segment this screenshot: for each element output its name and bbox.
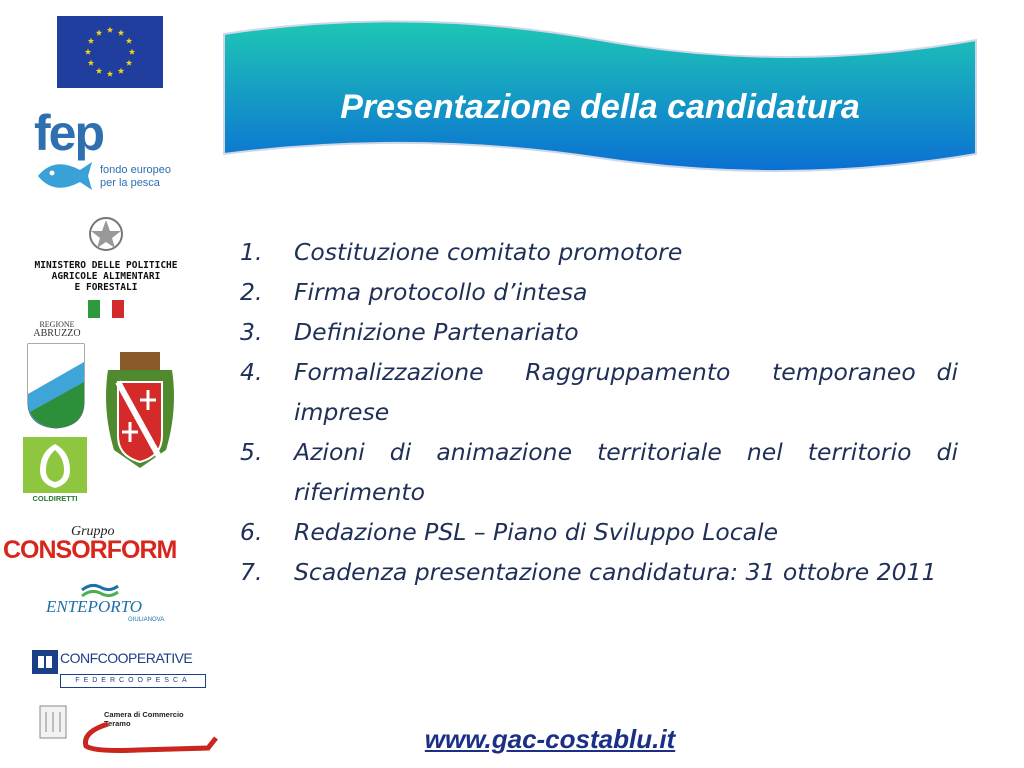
- provincia-teramo-crest: [100, 350, 180, 475]
- list-item: [240, 552, 958, 592]
- eu-star-icon: [107, 71, 113, 77]
- eu-flag-logo: [57, 16, 163, 88]
- list-item-number: 7.: [240, 558, 263, 586]
- list-item-text: Firma protocollo d’intesa: [294, 278, 588, 306]
- list-item-number: 6.: [240, 518, 263, 546]
- ministry-logo-text: MINISTERO DELLE POLITICHE AGRICOLE ALIMENTARI E FORESTALI: [34, 260, 178, 293]
- list-item: [240, 352, 966, 432]
- eu-star-icon: [85, 49, 91, 55]
- consorform-script: Gruppo: [71, 524, 115, 539]
- camera-commercio-text: Camera di Commercio Teramo: [104, 710, 184, 728]
- eu-star-icon: [96, 30, 102, 36]
- ministry-logo: [0, 212, 212, 322]
- eu-stars-icon: [57, 16, 163, 88]
- list-item: [240, 512, 958, 552]
- eu-star-icon: [88, 38, 94, 44]
- list-item-number: 4.: [240, 358, 263, 386]
- steps-list: [240, 232, 966, 592]
- page-title: Presentazione della candidatura: [340, 88, 860, 126]
- camera-swoosh-icon: [78, 718, 218, 754]
- fish-icon: [34, 156, 94, 196]
- coldiretti-tree-icon: [22, 436, 88, 494]
- list-item: [240, 432, 958, 512]
- consorform-logo-text: CONSORFORM: [3, 536, 177, 564]
- enteporto-logo-text: ENTEPORTO: [46, 597, 143, 616]
- eu-star-icon: [88, 60, 94, 66]
- title-banner: [222, 14, 978, 182]
- enteporto-logo-subtitle: GIULIANOVA: [128, 617, 165, 623]
- federcoopesca-band: FEDERCOOPESCA: [60, 674, 206, 688]
- regione-shield-icon: [26, 342, 86, 430]
- enteporto-logo: [40, 580, 170, 630]
- confcooperative-logo-text: CONFCOOPERATIVE: [60, 650, 193, 666]
- confcooperative-logo: [30, 648, 208, 692]
- list-item-number: 5.: [240, 438, 263, 466]
- regione-abruzzo-logo: [22, 320, 92, 430]
- camera-commercio-logo: [38, 702, 213, 754]
- eu-star-icon: [118, 30, 124, 36]
- italian-flag-icon: [88, 300, 124, 318]
- list-item-text: Azioni di animazione territoriale nel territorio di riferimento: [294, 438, 958, 506]
- confcooperative-mark-icon: [32, 650, 58, 674]
- crest-icon: [100, 350, 180, 475]
- fep-logo-text: fep: [34, 105, 103, 161]
- list-item: [240, 232, 958, 272]
- fep-logo: [34, 104, 174, 199]
- camera-building-icon: [38, 702, 68, 742]
- eu-star-icon: [126, 60, 132, 66]
- list-item: [240, 312, 958, 352]
- list-item-text: Formalizzazione Raggruppamento temporaneo di imprese: [294, 358, 966, 426]
- list-item: [240, 272, 958, 312]
- eu-star-icon: [96, 68, 102, 74]
- regione-abruzzo-label: REGIONE ABRUZZO: [33, 320, 81, 339]
- list-item-text: Scadenza presentazione candidatura: 31 ottobre 2011: [294, 558, 937, 586]
- list-item-number: 3.: [240, 318, 263, 346]
- list-item-number: 2.: [240, 278, 263, 306]
- list-item-text: Definizione Partenariato: [294, 318, 579, 346]
- list-item-number: 1.: [240, 238, 263, 266]
- consorform-logo: [3, 524, 177, 570]
- website-link[interactable]: www.gac-costablu.it: [424, 724, 676, 754]
- eu-star-icon: [129, 49, 135, 55]
- coldiretti-logo: [22, 436, 88, 508]
- italian-emblem-icon: [88, 214, 124, 254]
- eu-star-icon: [118, 68, 124, 74]
- fep-logo-subtitle: fondo europeo per la pesca: [100, 164, 171, 189]
- list-item-text: Redazione PSL – Piano di Sviluppo Locale: [294, 518, 779, 546]
- eu-star-icon: [107, 27, 113, 33]
- coldiretti-label: COLDIRETTI: [32, 494, 78, 503]
- list-item-text: Costituzione comitato promotore: [294, 238, 683, 266]
- eu-star-icon: [126, 38, 132, 44]
